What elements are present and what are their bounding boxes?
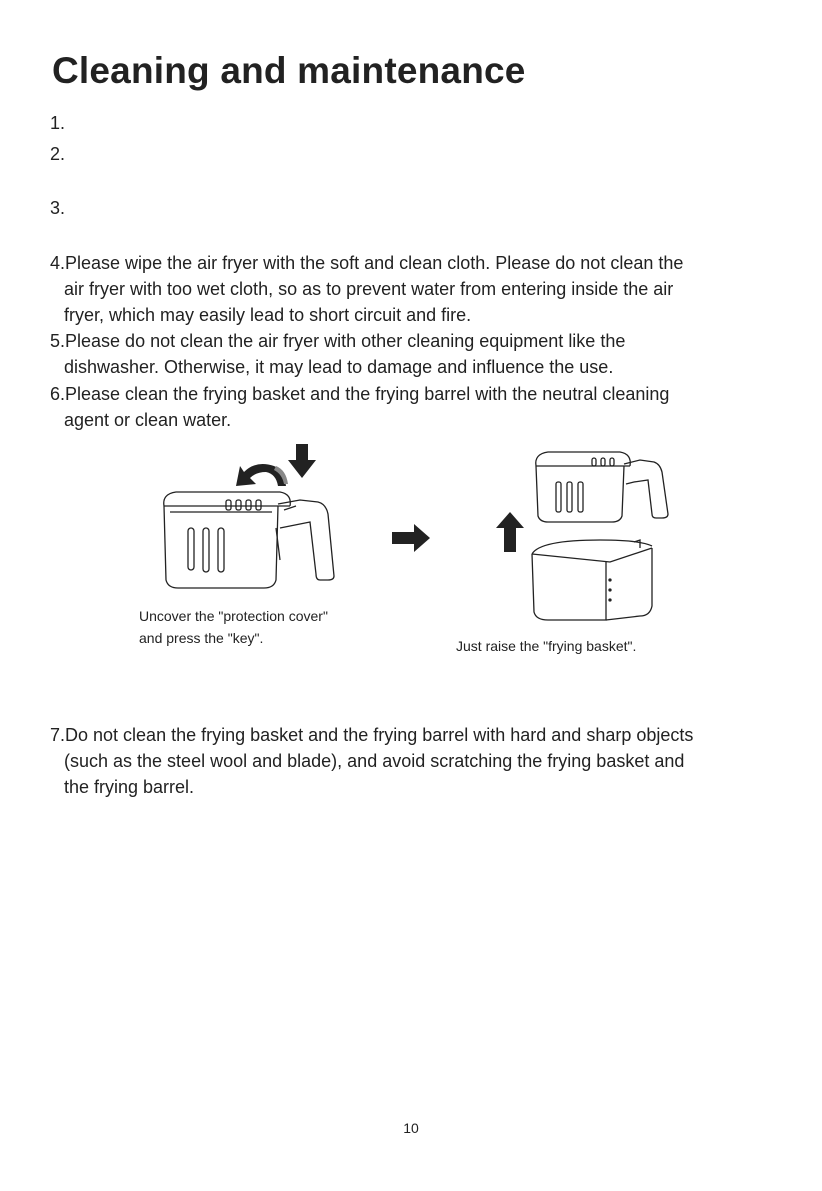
list-item-5 bbox=[50, 328, 770, 380]
item-line: air fryer with too wet cloth, so as to prevent water from entering inside the air bbox=[64, 279, 674, 299]
item-line: Please clean the frying basket and the frying barrel with the neutral cleaning bbox=[65, 384, 670, 404]
cleaning-illustration bbox=[0, 430, 822, 670]
frying-basket-with-handle-illustration bbox=[164, 492, 334, 588]
list-item-4 bbox=[50, 250, 770, 328]
item-line: the frying barrel. bbox=[64, 777, 195, 797]
caption-right: Just raise the "frying basket". bbox=[456, 638, 637, 654]
item-number: 5. bbox=[50, 331, 66, 351]
caption-left bbox=[139, 605, 328, 649]
frying-barrel-illustration bbox=[532, 540, 652, 620]
item-line: Please do not clean the air fryer with other cleaning equipment like the bbox=[65, 331, 626, 351]
caption-left-line: Uncover the "protection cover" bbox=[139, 608, 328, 624]
item-number: 7. bbox=[50, 725, 66, 745]
caption-left-line: and press the "key". bbox=[139, 630, 264, 646]
item-number: 4. bbox=[50, 253, 66, 273]
item-line: (such as the steel wool and blade), and avoid scratching the frying basket and bbox=[64, 751, 685, 771]
list-item-7 bbox=[50, 722, 770, 800]
item-3-number: 3. bbox=[50, 198, 66, 218]
list-item-6 bbox=[50, 381, 770, 433]
page-title: Cleaning and maintenance bbox=[52, 50, 526, 91]
item-line: Please wipe the air fryer with the soft and clean cloth. Please do not clean the bbox=[65, 253, 684, 273]
item-number: 6. bbox=[50, 384, 66, 404]
item-line: dishwasher. Otherwise, it may lead to damage and influence the use. bbox=[64, 357, 614, 377]
right-arrow-icon bbox=[392, 524, 430, 552]
page-number: 10 bbox=[403, 1120, 419, 1136]
item-line: Do not clean the frying basket and the frying barrel with hard and sharp objects bbox=[65, 725, 694, 745]
item-2-number: 2. bbox=[50, 144, 66, 164]
raised-frying-basket-illustration bbox=[536, 452, 668, 522]
down-arrow-icon bbox=[288, 444, 316, 478]
up-arrow-icon bbox=[496, 512, 524, 552]
item-1-number: 1. bbox=[50, 113, 66, 133]
item-line: agent or clean water. bbox=[64, 410, 232, 430]
item-line: fryer, which may easily lead to short circuit and fire. bbox=[64, 305, 472, 325]
